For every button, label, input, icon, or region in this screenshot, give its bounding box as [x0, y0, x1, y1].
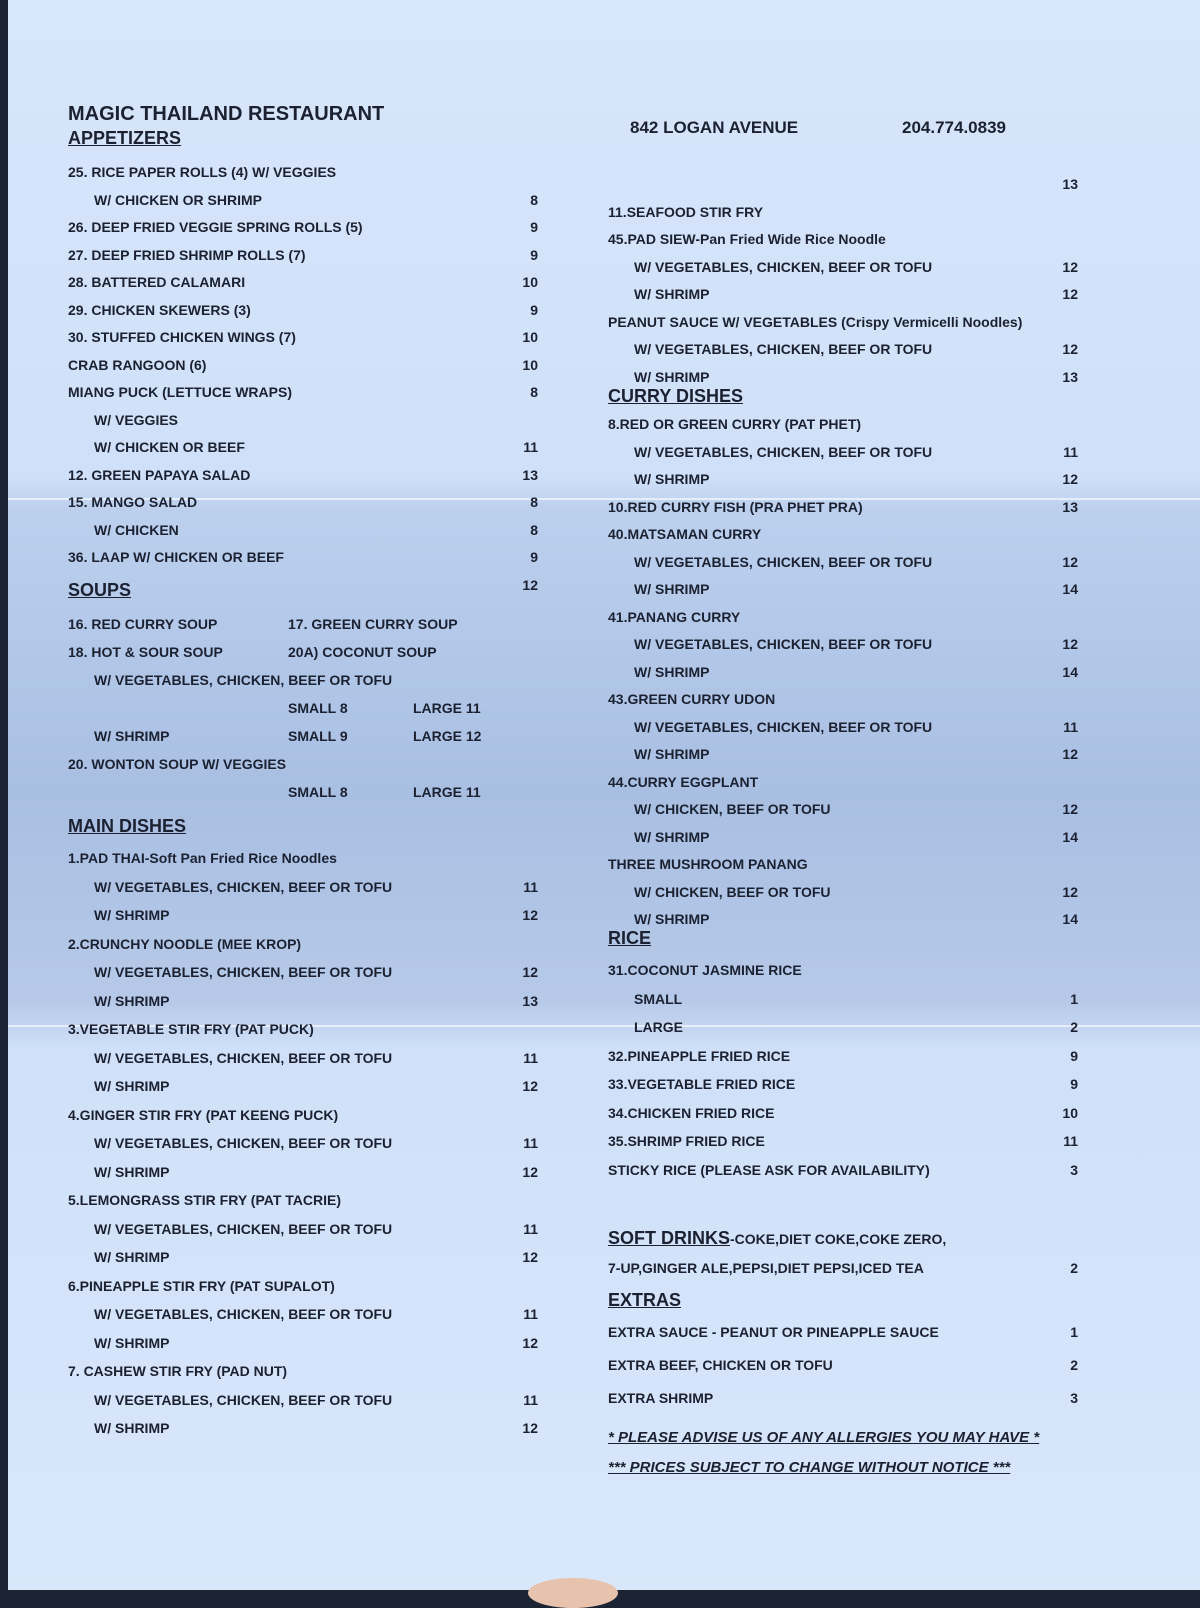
item-price: 9	[530, 246, 538, 263]
green-curry-soup: 17. GREEN CURRY SOUP	[288, 616, 458, 632]
menu-item	[68, 380, 538, 404]
menu-item	[68, 1388, 538, 1412]
item-name: PEANUT SAUCE W/ VEGETABLES (Crispy Vermicelli Noodles)	[608, 313, 1023, 330]
menu-item	[608, 282, 1078, 306]
menu-item	[608, 1044, 1078, 1068]
item-price: 11	[523, 1306, 538, 1322]
phone: 204.774.0839	[902, 118, 1006, 137]
menu-item	[68, 490, 538, 514]
item-name: W/ SHRIMP	[94, 1420, 170, 1436]
item-price: 12	[1062, 258, 1078, 275]
item-price: 8	[530, 494, 538, 510]
item-price: 12	[522, 1420, 538, 1436]
item-price: 13	[522, 992, 538, 1009]
menu-item	[608, 412, 1078, 436]
wonton-large: LARGE 11	[413, 784, 481, 800]
menu-item	[608, 958, 1078, 982]
item-name: 43.GREEN CURRY UDON	[608, 691, 776, 707]
coconut-soup: 20A) COCONUT SOUP	[288, 644, 437, 660]
soup-line-5	[68, 724, 538, 748]
soup-small-shrimp: SMALL 9	[288, 728, 348, 744]
item-price: 12	[1062, 883, 1078, 900]
item-price: 13	[522, 466, 538, 483]
soup-line-2	[68, 640, 538, 664]
menu-item	[68, 903, 538, 927]
menu-item	[68, 1188, 538, 1212]
menu-item	[68, 960, 538, 984]
menu-item	[608, 227, 1078, 251]
item-name: W/ VEGETABLES, CHICKEN, BEEF OR TOFU	[634, 443, 933, 460]
price-note: *** PRICES SUBJECT TO CHANGE WITHOUT NOTICE ***	[608, 1459, 1011, 1476]
item-price: 13	[1062, 498, 1078, 515]
item-name: 15. MANGO SALAD	[68, 494, 198, 510]
soup-line-7	[68, 780, 538, 804]
extra-price: 12	[522, 577, 538, 593]
item-price: 11	[523, 878, 538, 895]
item-name: W/ VEGETABLES, CHICKEN, BEEF OR TOFU	[94, 1135, 393, 1151]
item-name: W/ SHRIMP	[94, 1334, 170, 1351]
allergy-note: * PLEASE ADVISE US OF ANY ALLERGIES YOU MAY HAVE *	[608, 1429, 1040, 1446]
menu-item	[68, 353, 538, 377]
menu-item	[608, 1353, 1078, 1377]
soup-shrimp-label: W/ SHRIMP	[94, 728, 170, 744]
soft-drinks-heading: SOFT DRINKS	[608, 1228, 731, 1248]
item-price: 10	[522, 329, 538, 345]
item-name: 29. CHICKEN SKEWERS (3)	[68, 301, 251, 318]
item-price: 10	[1062, 1104, 1078, 1121]
item-price: 12	[522, 1163, 538, 1180]
item-price: 8	[530, 384, 538, 400]
item-price: 9	[530, 549, 538, 565]
menu-item	[68, 188, 538, 212]
menu-item	[608, 1386, 1078, 1410]
menu-item	[608, 1101, 1078, 1125]
item-name: W/ CHICKEN OR BEEF	[94, 439, 245, 455]
menu-item	[68, 518, 538, 542]
menu-item	[608, 467, 1078, 491]
item-name: 35.SHRIMP FRIED RICE	[608, 1133, 765, 1149]
item-name: EXTRA SAUCE - PEANUT OR PINEAPPLE SAUCE	[608, 1324, 939, 1340]
item-name: W/ VEGETABLES, CHICKEN, BEEF OR TOFU	[634, 341, 933, 357]
menu-item	[608, 987, 1078, 1011]
item-name: W/ SHRIMP	[634, 828, 710, 845]
item-name: W/ SHRIMP	[634, 746, 710, 762]
item-price: 2	[1070, 1357, 1078, 1373]
item-name: CRAB RANGOON (6)	[68, 356, 207, 373]
item-name: W/ VEGETABLES, CHICKEN, BEEF OR TOFU	[94, 1306, 393, 1322]
item-name: 27. DEEP FRIED SHRIMP ROLLS (7)	[68, 246, 306, 263]
item-name: W/ SHRIMP	[634, 471, 710, 487]
item-price: 12	[1062, 746, 1078, 762]
menu-item	[608, 495, 1078, 519]
menu-item	[68, 463, 538, 487]
extras-heading: EXTRAS	[608, 1290, 682, 1310]
menu-item	[68, 1217, 538, 1241]
soup-line-6: 20. WONTON SOUP W/ VEGGIES	[68, 756, 287, 772]
menu-item	[68, 1302, 538, 1326]
soup-large-shrimp: LARGE 12	[413, 728, 482, 744]
item-name: 8.RED OR GREEN CURRY (PAT PHET)	[608, 416, 862, 432]
item-price: 13	[1062, 176, 1078, 192]
menu-item	[68, 545, 538, 569]
item-name: 31.COCONUT JASMINE RICE	[608, 962, 802, 978]
menu-item	[68, 298, 538, 322]
menu-item	[608, 577, 1078, 601]
item-price: 12	[522, 1249, 538, 1265]
menu-item	[608, 200, 1078, 224]
item-name: W/ VEGGIES	[94, 411, 179, 428]
item-name: 33.VEGETABLE FRIED RICE	[608, 1076, 796, 1092]
item-name: W/ SHRIMP	[634, 368, 710, 385]
menu-item	[608, 172, 1078, 196]
menu-item	[68, 1074, 538, 1098]
item-price: 11	[523, 1220, 538, 1237]
item-price: 9	[530, 301, 538, 318]
item-price: 3	[1070, 1390, 1078, 1406]
item-name: W/ SHRIMP	[94, 1078, 170, 1094]
soft-drinks-list-1: -COKE,DIET COKE,COKE ZERO,	[730, 1231, 947, 1247]
header-contact	[608, 114, 1078, 142]
menu-item	[68, 1331, 538, 1355]
main-dishes-heading: MAIN DISHES	[68, 816, 187, 836]
soups-heading: SOUPS	[68, 580, 132, 600]
hot-sour-soup: 18. HOT & SOUR SOUP	[68, 644, 223, 660]
appetizers-heading: APPETIZERS	[68, 128, 182, 148]
item-price: 12	[1062, 636, 1078, 652]
menu-item	[608, 880, 1078, 904]
item-price: 12	[1062, 801, 1078, 817]
item-price: 12	[1062, 341, 1078, 357]
item-name: W/ VEGETABLES, CHICKEN, BEEF OR TOFU	[94, 1220, 393, 1237]
menu-item	[68, 932, 538, 956]
menu-item	[608, 1072, 1078, 1096]
item-price: 13	[1062, 368, 1078, 385]
item-price: 11	[523, 1049, 538, 1066]
soft-drinks-line-1	[608, 1226, 1078, 1250]
soft-drinks-list-2: 7-UP,GINGER ALE,PEPSI,DIET PEPSI,ICED TEA	[608, 1260, 924, 1276]
item-name: W/ SHRIMP	[94, 992, 170, 1009]
item-name: LARGE	[634, 1019, 683, 1035]
item-name: 3.VEGETABLE STIR FRY (PAT PUCK)	[68, 1021, 314, 1037]
menu-item	[608, 1320, 1078, 1344]
item-name: 34.CHICKEN FRIED RICE	[608, 1104, 775, 1121]
menu-item	[68, 1131, 538, 1155]
item-price: 12	[1062, 286, 1078, 302]
item-price: 9	[530, 219, 538, 235]
item-price: 14	[1062, 663, 1078, 680]
menu-item	[68, 1416, 538, 1440]
rice-heading: RICE	[608, 928, 652, 948]
address: 842 LOGAN AVENUE	[630, 118, 799, 137]
item-name: MIANG PUCK (LETTUCE WRAPS)	[68, 384, 292, 400]
item-name: W/ CHICKEN OR SHRIMP	[94, 191, 262, 208]
menu-item	[608, 550, 1078, 574]
soup-small-veg: SMALL 8	[288, 700, 348, 716]
item-name: 41.PANANG CURRY	[608, 608, 741, 625]
item-price: 10	[522, 356, 538, 373]
item-name: 1.PAD THAI-Soft Pan Fried Rice Noodles	[68, 850, 337, 866]
menu-item	[608, 660, 1078, 684]
menu-item	[608, 337, 1078, 361]
menu-item	[68, 1017, 538, 1041]
item-price: 9	[1070, 1076, 1078, 1092]
soft-drinks-price: 2	[1070, 1260, 1078, 1276]
item-price: 11	[523, 1391, 538, 1408]
soup-line-4	[68, 696, 538, 720]
item-name: W/ SHRIMP	[94, 907, 170, 923]
soup-line-3: W/ VEGETABLES, CHICKEN, BEEF OR TOFU	[94, 672, 393, 688]
curry-heading: CURRY DISHES	[608, 386, 744, 406]
item-price: 2	[1070, 1019, 1078, 1035]
item-name: W/ SHRIMP	[634, 911, 710, 927]
menu-item	[68, 846, 538, 870]
menu-item	[608, 255, 1078, 279]
item-name: 5.LEMONGRASS STIR FRY (PAT TACRIE)	[68, 1192, 342, 1208]
item-name: 32.PINEAPPLE FRIED RICE	[608, 1047, 791, 1064]
restaurant-name: MAGIC THAILAND RESTAURANT	[68, 103, 385, 125]
item-price: 12	[1062, 553, 1078, 570]
menu-item	[608, 310, 1078, 334]
soup-line-1	[68, 612, 538, 636]
item-name: 25. RICE PAPER ROLLS (4) W/ VEGGIES	[68, 164, 337, 180]
menu-paper	[8, 0, 1200, 1590]
menu-item	[608, 687, 1078, 711]
item-name: 30. STUFFED CHICKEN WINGS (7)	[68, 329, 296, 345]
menu-item	[68, 1103, 538, 1127]
menu-item	[68, 875, 538, 899]
item-price: 3	[1070, 1161, 1078, 1178]
item-price: 11	[523, 1135, 538, 1151]
menu-item	[608, 1015, 1078, 1039]
menu-item	[68, 408, 538, 432]
item-name: W/ VEGETABLES, CHICKEN, BEEF OR TOFU	[634, 636, 933, 652]
menu-item	[68, 989, 538, 1013]
item-name: W/ VEGETABLES, CHICKEN, BEEF OR TOFU	[94, 1391, 393, 1408]
menu-item	[608, 522, 1078, 546]
menu-item	[68, 1359, 538, 1383]
menu-item	[608, 825, 1078, 849]
item-name: W/ VEGETABLES, CHICKEN, BEEF OR TOFU	[94, 1049, 393, 1066]
menu-item	[608, 742, 1078, 766]
menu-item	[608, 632, 1078, 656]
soup-large-veg: LARGE 11	[413, 700, 481, 716]
item-name: 2.CRUNCHY NOODLE (MEE KROP)	[68, 935, 302, 952]
item-price: 8	[530, 521, 538, 538]
item-name: 12. GREEN PAPAYA SALAD	[68, 466, 251, 483]
red-curry-soup: 16. RED CURRY SOUP	[68, 616, 218, 632]
item-price: 12	[522, 907, 538, 923]
item-name: W/ SHRIMP	[94, 1163, 170, 1180]
item-name: 4.GINGER STIR FRY (PAT KEENG PUCK)	[68, 1106, 339, 1123]
item-price: 12	[522, 1078, 538, 1094]
item-name: W/ VEGETABLES, CHICKEN, BEEF OR TOFU	[94, 878, 393, 895]
item-name: W/ SHRIMP	[634, 663, 710, 680]
item-price: 12	[522, 1334, 538, 1351]
menu-item	[608, 1129, 1078, 1153]
menu-item	[608, 852, 1078, 876]
item-name: 6.PINEAPPLE STIR FRY (PAT SUPALOT)	[68, 1277, 335, 1294]
item-name: 11.SEAFOOD STIR FRY	[608, 203, 764, 220]
item-price: 11	[1063, 1133, 1078, 1149]
item-name: THREE MUSHROOM PANANG	[608, 856, 808, 872]
menu-item	[608, 715, 1078, 739]
menu-item	[68, 270, 538, 294]
menu-item	[608, 797, 1078, 821]
item-price: 8	[530, 191, 538, 208]
thumb	[528, 1578, 618, 1608]
menu-item	[68, 160, 538, 184]
item-name: EXTRA SHRIMP	[608, 1390, 714, 1406]
item-name: W/ SHRIMP	[634, 286, 710, 302]
menu-item	[68, 1245, 538, 1269]
item-name: STICKY RICE (PLEASE ASK FOR AVAILABILITY)	[608, 1161, 930, 1178]
item-price: 11	[1063, 718, 1078, 735]
item-price: 10	[522, 274, 538, 290]
item-name: W/ CHICKEN, BEEF OR TOFU	[634, 883, 831, 900]
item-name: 44.CURRY EGGPLANT	[608, 773, 759, 790]
item-price: 11	[1063, 443, 1078, 460]
item-name: SMALL	[634, 990, 683, 1007]
item-price: 1	[1070, 990, 1078, 1007]
item-name: W/ CHICKEN	[94, 521, 179, 538]
menu-item	[68, 1274, 538, 1298]
menu-item	[68, 243, 538, 267]
item-name: W/ CHICKEN, BEEF OR TOFU	[634, 801, 831, 817]
item-price: 14	[1062, 581, 1078, 597]
soft-drinks-text	[608, 1226, 946, 1251]
item-name: W/ SHRIMP	[94, 1249, 170, 1265]
item-price: 11	[523, 439, 538, 455]
item-name: W/ VEGETABLES, CHICKEN, BEEF OR TOFU	[634, 553, 933, 570]
item-name: W/ VEGETABLES, CHICKEN, BEEF OR TOFU	[634, 718, 933, 735]
item-price: 14	[1062, 828, 1078, 845]
menu-item	[68, 325, 538, 349]
item-name: 7. CASHEW STIR FRY (PAD NUT)	[68, 1363, 288, 1379]
item-name: W/ SHRIMP	[634, 581, 710, 597]
menu-item	[608, 770, 1078, 794]
menu-item	[608, 1158, 1078, 1182]
item-name: 28. BATTERED CALAMARI	[68, 274, 246, 290]
item-price: 9	[1070, 1047, 1078, 1064]
menu-item	[68, 1046, 538, 1070]
menu-item	[608, 605, 1078, 629]
item-name: W/ VEGETABLES, CHICKEN, BEEF OR TOFU	[634, 258, 933, 275]
item-name: 45.PAD SIEW-Pan Fried Wide Rice Noodle	[608, 231, 886, 247]
menu-item	[68, 1160, 538, 1184]
item-price: 1	[1070, 1324, 1078, 1340]
soft-drinks-line-2	[608, 1256, 1078, 1280]
item-name: 36. LAAP W/ CHICKEN OR BEEF	[68, 549, 284, 565]
item-price: 14	[1062, 911, 1078, 927]
item-name: 10.RED CURRY FISH (PRA PHET PRA)	[608, 498, 863, 515]
wonton-small: SMALL 8	[288, 784, 348, 800]
item-name: 40.MATSAMAN CURRY	[608, 526, 762, 542]
item-price: 12	[1062, 471, 1078, 487]
menu-item	[68, 435, 538, 459]
menu-item	[608, 440, 1078, 464]
item-price: 12	[522, 964, 538, 980]
item-name: EXTRA BEEF, CHICKEN OR TOFU	[608, 1357, 833, 1373]
menu-item	[68, 215, 538, 239]
item-name: 26. DEEP FRIED VEGGIE SPRING ROLLS (5)	[68, 219, 363, 235]
item-name: W/ VEGETABLES, CHICKEN, BEEF OR TOFU	[94, 964, 393, 980]
